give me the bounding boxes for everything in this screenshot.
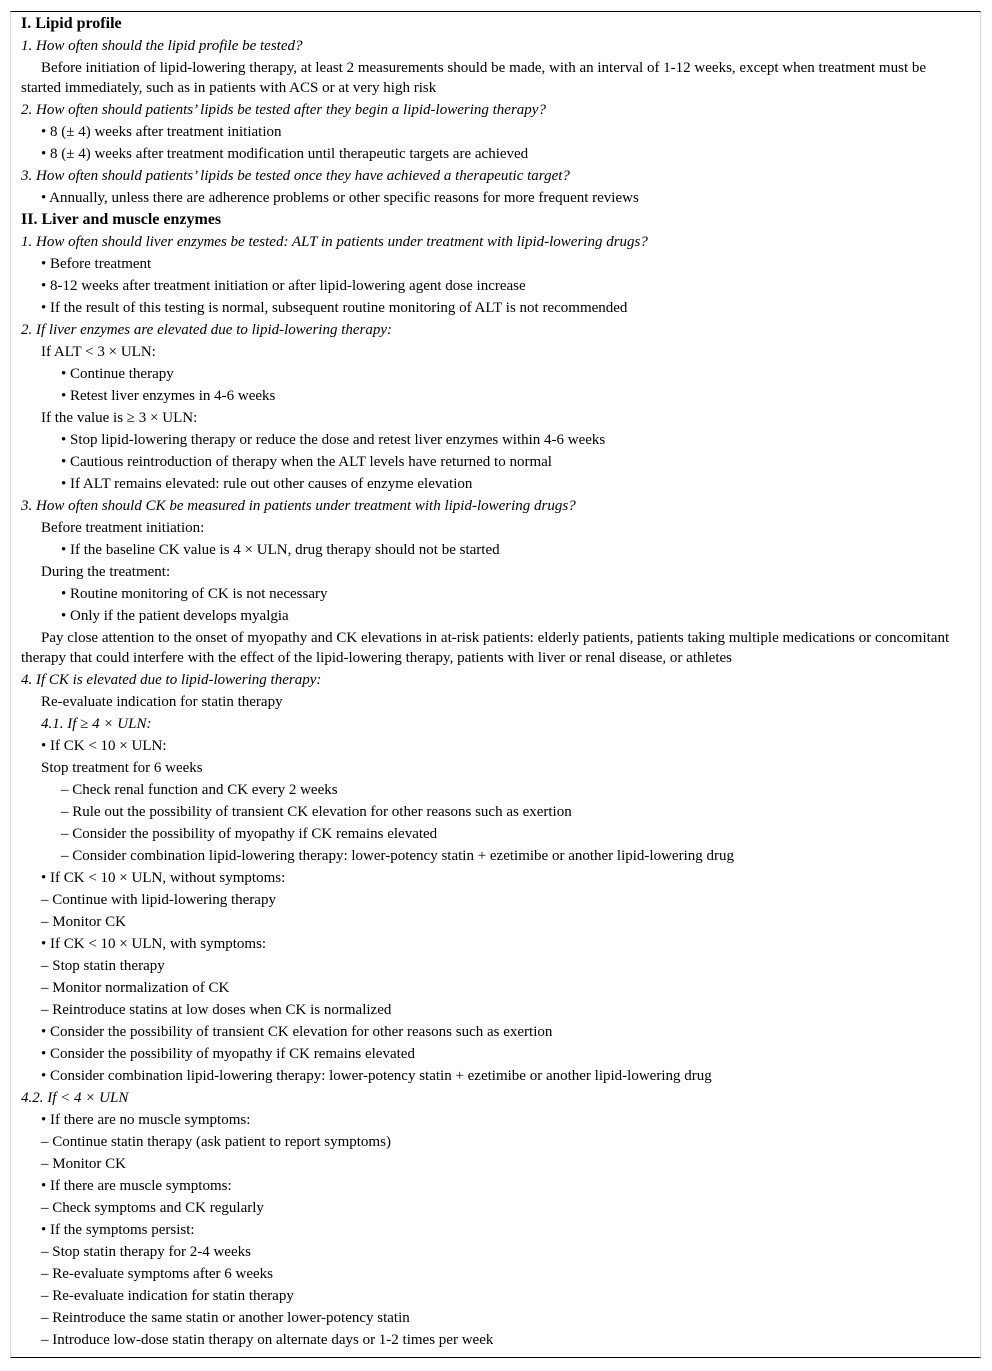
list-item: • Continue therapy	[61, 366, 174, 382]
list-item: • 8 (± 4) weeks after treatment modification until therapeutic targets are achieved	[41, 146, 529, 162]
question-line: 3. How often should CK be measured in patients under treatment with lipid-lowering drugs?	[21, 498, 576, 514]
list-item: • Retest liver enzymes in 4-6 weeks	[61, 388, 276, 404]
list-item: If ALT < 3 × ULN:	[41, 344, 156, 360]
list-item: • Consider the possibility of transient CK elevation for other reasons such as exertion	[41, 1024, 553, 1040]
list-item: – Stop statin therapy	[41, 958, 165, 974]
list-item: – Consider combination lipid-lowering therapy: lower-potency statin + ezetimibe or another lipid-lowering drug	[61, 848, 734, 864]
list-item: • If there are muscle symptoms:	[41, 1178, 232, 1194]
list-item: • Consider the possibility of myopathy if CK remains elevated	[41, 1046, 415, 1062]
list-item: – Introduce low-dose statin therapy on alternate days or 1-2 times per week	[41, 1332, 494, 1348]
list-item: Re-evaluate indication for statin therapy	[41, 694, 283, 710]
list-item: • Cautious reintroduction of therapy when the ALT levels have returned to normal	[61, 454, 552, 470]
list-item: • If the baseline CK value is 4 × ULN, drug therapy should not be started	[61, 542, 500, 558]
list-item: – Rule out the possibility of transient CK elevation for other reasons such as exertion	[61, 804, 572, 820]
question-line: 1. How often should the lipid profile be tested?	[21, 38, 303, 54]
list-item: – Monitor CK	[41, 1156, 127, 1172]
list-item: • If there are no muscle symptoms:	[41, 1112, 251, 1128]
section-heading: I. Lipid profile	[21, 15, 122, 32]
list-item: – Reintroduce statins at low doses when CK is normalized	[41, 1002, 392, 1018]
list-item: – Re-evaluate symptoms after 6 weeks	[41, 1266, 274, 1282]
list-item: – Reintroduce the same statin or another lower-potency statin	[41, 1310, 410, 1326]
list-item: – Continue with lipid-lowering therapy	[41, 892, 276, 908]
list-item: During the treatment:	[41, 564, 171, 580]
list-item: • If CK < 10 × ULN, with symptoms:	[41, 936, 267, 952]
list-item: – Check symptoms and CK regularly	[41, 1200, 264, 1216]
list-item: • 8 (± 4) weeks after treatment initiation	[41, 124, 282, 140]
list-item: Stop treatment for 6 weeks	[41, 760, 203, 776]
list-item: If the value is ≥ 3 × ULN:	[41, 410, 198, 426]
list-item: – Consider the possibility of myopathy if CK remains elevated	[61, 826, 438, 842]
section-heading: II. Liver and muscle enzymes	[21, 211, 222, 228]
question-line: 1. How often should liver enzymes be tested: ALT in patients under treatment with lipid-lowering drugs?	[21, 234, 648, 250]
list-item: Before treatment initiation:	[41, 520, 205, 536]
list-item: • Only if the patient develops myalgia	[61, 608, 289, 624]
list-item: • If CK < 10 × ULN:	[41, 738, 167, 754]
list-item: • If ALT remains elevated: rule out other causes of enzyme elevation	[61, 476, 473, 492]
list-item: • Annually, unless there are adherence problems or other specific reasons for more frequent reviews	[41, 190, 639, 206]
list-item: – Stop statin therapy for 2-4 weeks	[41, 1244, 251, 1260]
list-item: • If CK < 10 × ULN, without symptoms:	[41, 870, 286, 886]
paragraph: Pay close attention to the onset of myopathy and CK elevations in at-risk patients: elderly patients, patients taking multiple medications or concomitant therapy that could interfere with the effect of the lipid-lowering therapy, patients with liver or renal disease, or athletes	[21, 630, 950, 666]
list-item: – Monitor normalization of CK	[41, 980, 230, 996]
list-item: – Monitor CK	[41, 914, 127, 930]
list-item: • Consider combination lipid-lowering therapy: lower-potency statin + ezetimibe or another lipid-lowering drug	[41, 1068, 712, 1084]
list-item: • 8-12 weeks after treatment initiation or after lipid-lowering agent dose increase	[41, 278, 526, 294]
question-line: 4.2. If < 4 × ULN	[21, 1090, 129, 1106]
question-line: 2. If liver enzymes are elevated due to lipid-lowering therapy:	[21, 322, 393, 338]
list-item: • If the symptoms persist:	[41, 1222, 195, 1238]
list-item: • Before treatment	[41, 256, 152, 272]
table-content	[21, 13, 961, 1351]
list-item: – Continue statin therapy (ask patient to report symptoms)	[41, 1134, 391, 1150]
question-line: 4. If CK is elevated due to lipid-lowering therapy:	[21, 672, 322, 688]
list-item: • If the result of this testing is normal, subsequent routine monitoring of ALT is not recommended	[41, 300, 628, 316]
question-line: 4.1. If ≥ 4 × ULN:	[41, 716, 152, 732]
list-item: • Routine monitoring of CK is not necessary	[61, 586, 328, 602]
question-line: 3. How often should patients’ lipids be tested once they have achieved a therapeutic target?	[21, 168, 570, 184]
question-line: 2. How often should patients’ lipids be tested after they begin a lipid-lowering therapy?	[21, 102, 546, 118]
list-item: – Re-evaluate indication for statin therapy	[41, 1288, 294, 1304]
paragraph: Before initiation of lipid-lowering therapy, at least 2 measurements should be made, with an interval of 1-12 weeks, except when treatment must be started immediately, such as in patients with ACS or at very high risk	[21, 60, 927, 96]
list-item: – Check renal function and CK every 2 weeks	[61, 782, 338, 798]
list-item: • Stop lipid-lowering therapy or reduce the dose and retest liver enzymes within 4-6 weeks	[61, 432, 606, 448]
